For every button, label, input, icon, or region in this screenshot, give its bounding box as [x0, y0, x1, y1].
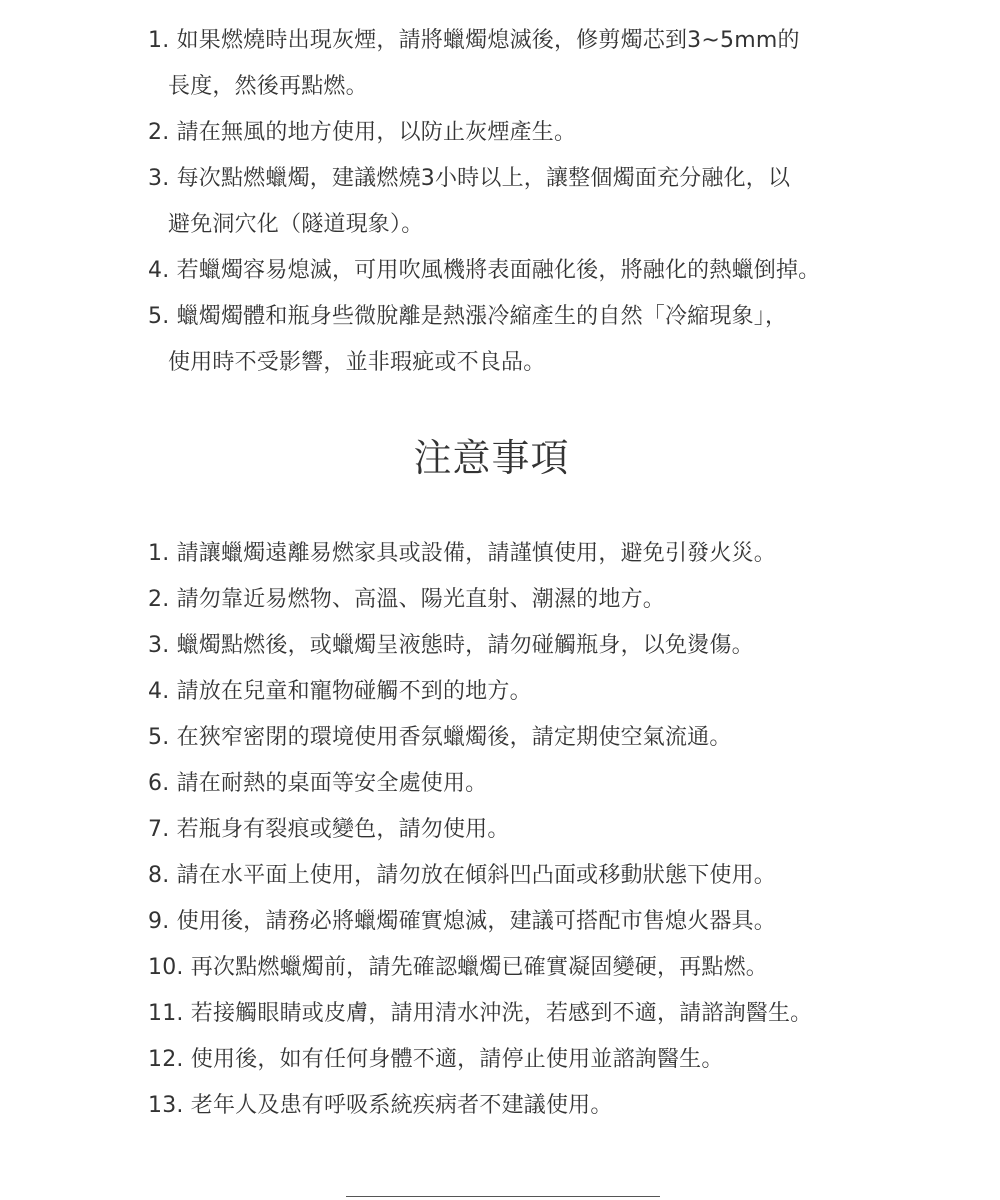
list-item-text: 4. 若蠟燭容易熄滅，可用吹風機將表面融化後，將融化的熱蠟倒掉。	[148, 258, 821, 283]
list-item: 13. 老年人及患有呼吸系統疾病者不建議使用。	[148, 1093, 613, 1118]
list-item-continuation: 使用時不受影響，並非瑕疵或不良品。	[168, 350, 546, 375]
usage-tips-list	[148, 18, 908, 386]
list-item	[148, 156, 908, 248]
list-item: 6. 請在耐熱的桌面等安全處使用。	[148, 771, 488, 796]
list-item: 2. 請勿靠近易燃物、高溫、陽光直射、潮濕的地方。	[148, 587, 665, 612]
list-item: 5. 在狹窄密閉的環境使用香氛蠟燭後，請定期使空氣流通。	[148, 725, 732, 750]
list-item-text: 1. 如果燃燒時出現灰煙，請將蠟燭熄滅後，修剪燭芯到3~5mm的	[148, 28, 800, 53]
list-item	[148, 18, 908, 110]
list-item-continuation: 長度，然後再點燃。	[168, 74, 368, 99]
list-item: 8. 請在水平面上使用，請勿放在傾斜凹凸面或移動狀態下使用。	[148, 863, 776, 888]
divider	[346, 1196, 660, 1197]
list-item: 7. 若瓶身有裂痕或變色，請勿使用。	[148, 817, 510, 842]
list-item-continuation: 避免洞穴化（隧道現象）。	[168, 212, 424, 237]
list-item	[148, 110, 908, 156]
list-item: 1. 請讓蠟燭遠離易燃家具或設備，請謹慎使用，避免引發火災。	[148, 541, 776, 566]
caution-list	[148, 531, 908, 1129]
list-item: 12. 使用後，如有任何身體不適，請停止使用並諮詢醫生。	[148, 1047, 724, 1072]
list-item: 9. 使用後，請務必將蠟燭確實熄滅，建議可搭配市售熄火器具。	[148, 909, 776, 934]
caution-heading: 注意事項	[413, 436, 570, 480]
list-item	[148, 248, 908, 294]
list-item: 3. 蠟燭點燃後，或蠟燭呈液態時，請勿碰觸瓶身，以免燙傷。	[148, 633, 754, 658]
list-item-text: 3. 每次點燃蠟燭，建議燃燒3小時以上，讓整個燭面充分融化，以	[148, 166, 791, 191]
list-item: 11. 若接觸眼睛或皮膚，請用清水沖洗，若感到不適，請諮詢醫生。	[148, 1001, 813, 1026]
list-item-text: 2. 請在無風的地方使用，以防止灰煙產生。	[148, 120, 577, 145]
list-item-text: 5. 蠟燭燭體和瓶身些微脫離是熱漲冷縮產生的自然「冷縮現象」，	[148, 304, 788, 329]
list-item: 10. 再次點燃蠟燭前，請先確認蠟燭已確實凝固變硬，再點燃。	[148, 955, 768, 980]
list-item	[148, 294, 908, 386]
list-item: 4. 請放在兒童和寵物碰觸不到的地方。	[148, 679, 532, 704]
